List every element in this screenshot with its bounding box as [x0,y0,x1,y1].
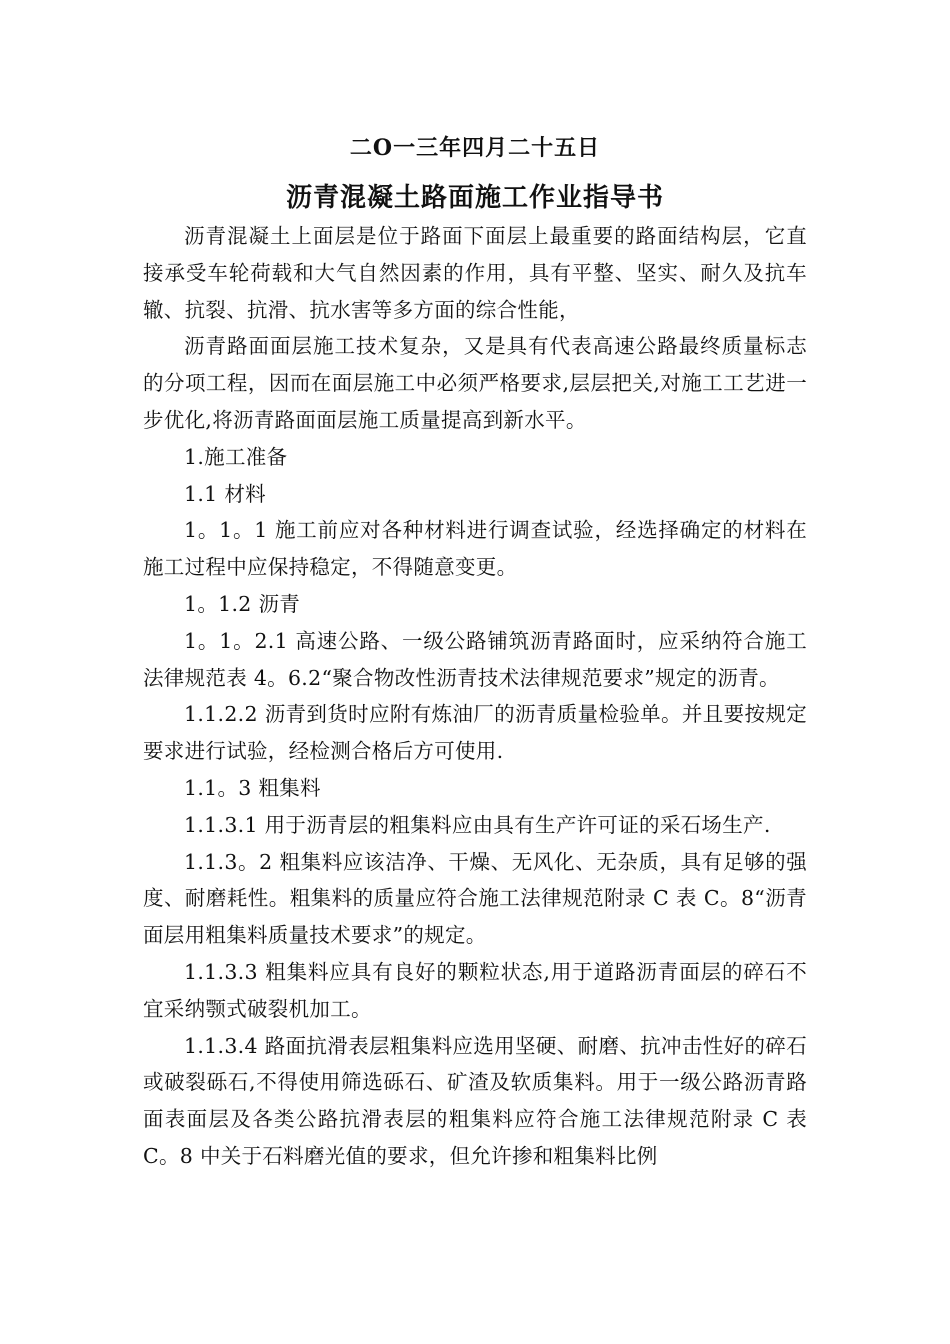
document-title: 沥青混凝土路面施工作业指导书 [285,183,664,213]
section-heading-materials: 1.1 材料 [184,481,266,506]
section-heading-asphalt: 1。1.2 沥青 [184,591,301,616]
section-heading-preparation: 1.施工准备 [184,444,288,469]
paragraph-asphalt-inspection: 1.1.2.2 沥青到货时应附有炼油厂的沥青质量检验单。并且要按规定要求进行试验，经检测合格后方可使用. [143,702,807,764]
paragraph-overview: 沥青路面面层施工技术复杂，又是具有代表高速公路最终质量标志的分项工程，因而在面层施工中必须严格要求,层层把关,对施工工艺进一步优化,将沥青路面面层施工质量提高到新水平。 [143,334,807,432]
document-body [143,218,807,1175]
section-heading-coarse-aggregate: 1.1。3 粗集料 [184,775,321,800]
document-date: 二O一三年四月二十五日 [349,135,601,161]
paragraph-anti-skid-aggregate: 1.1.3.4 路面抗滑表层粗集料应选用坚硬、耐磨、抗冲击性好的碎石或破裂砾石,不得使用筛选砾石、矿渣及软质集料。用于一级公路沥青路面表面层及各类公路抗滑表层的粗集料应符合施工法律规范附录 C 表 C。8 中关于石料磨光值的要求，但允许掺和粗集料比例 [143,1033,807,1168]
paragraph-aggregate-quality: 1.1.3。2 粗集料应该洁净、干燥、无风化、无杂质，具有足够的强度、耐磨耗性。粗集料的质量应符合施工法律规范附录 C 表 C。8“沥青面层用粗集料质量技术要求”的规定。 [143,849,807,948]
paragraph-asphalt-spec: 1。1。2.1 高速公路、一级公路铺筑沥青路面时，应采纳符合施工法律规范表 4。6.2“聚合物改性沥青技术法律规范要求”规定的沥青。 [143,628,807,690]
paragraph-intro: 沥青混凝土上面层是位于路面下面层上最重要的路面结构层，它直接承受车轮荷载和大气自然因素的作用，具有平整、坚实、耐久及抗车辙、抗裂、抗滑、抗水害等多方面的综合性能， [143,224,807,322]
paragraph-aggregate-source: 1.1.3.1 用于沥青层的粗集料应由具有生产许可证的采石场生产. [184,812,771,837]
paragraph-aggregate-shape: 1.1.3.3 粗集料应具有良好的颗粒状态,用于道路沥青面层的碎石不宜采纳颚式破裂机加工。 [143,959,807,1021]
paragraph-materials-general: 1。1。1 施工前应对各种材料进行调查试验，经选择确定的材料在施工过程中应保持稳定，不得随意变更。 [143,518,807,580]
